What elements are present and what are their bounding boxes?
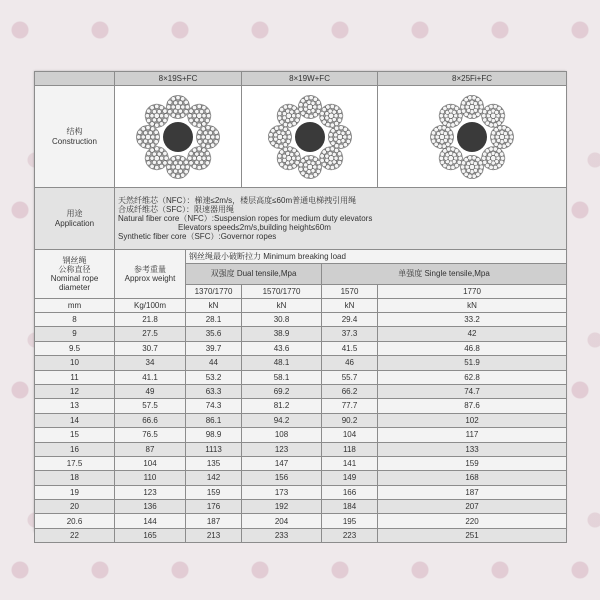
table-row [35, 528, 567, 542]
table-cell: 18 [35, 471, 115, 485]
rope-type-header-row [35, 72, 567, 86]
table-cell: 43.6 [242, 341, 322, 355]
table-cell: 108 [242, 428, 322, 442]
table-cell: 166 [322, 485, 378, 499]
dual-tensile-header: 双强度 Dual tensile,Mpa [186, 264, 322, 285]
table-row [35, 442, 567, 456]
unit-cell: kN [242, 299, 322, 313]
table-cell: 8 [35, 313, 115, 327]
rope-cross-section-3 [378, 86, 567, 188]
data-rows [35, 313, 567, 543]
table-cell: 168 [378, 471, 567, 485]
table-cell: 133 [378, 442, 567, 456]
table-cell: 251 [378, 528, 567, 542]
table-cell: 187 [378, 485, 567, 499]
table-cell: 86.1 [186, 413, 242, 427]
unit-cell: mm [35, 299, 115, 313]
table-cell: 81.2 [242, 399, 322, 413]
table-cell: 9.5 [35, 341, 115, 355]
table-cell: 13 [35, 399, 115, 413]
table-cell: 192 [242, 500, 322, 514]
table-cell: 20 [35, 500, 115, 514]
table-cell: 63.3 [186, 384, 242, 398]
table-cell: 44 [186, 356, 242, 370]
table-cell: 37.3 [322, 327, 378, 341]
table-cell: 165 [115, 528, 186, 542]
table-cell: 144 [115, 514, 186, 528]
mbl-header: 钢丝绳最小破断拉力 Minimum breaking load [186, 250, 567, 264]
application-text: 天然纤维芯（NFC）：梯速≤2m/s，楼层高度≤60m普通电梯拽引用绳 合成纤维芯（SFC）：限速器用绳 Natural fiber core（NFC）:Suspension ropes for medium duty elevators Elevators speed≤2m/s,building height≤60m Synthetic fiber core（SFC）:Governor ropes [115, 188, 567, 250]
table-cell: 21.8 [115, 313, 186, 327]
grade-header: 1570/1770 [242, 285, 322, 299]
rope-cross-section-icon [132, 91, 224, 183]
table-cell: 38.9 [242, 327, 322, 341]
table-cell: 22 [35, 528, 115, 542]
unit-cell: kN [186, 299, 242, 313]
table-cell: 74.7 [378, 384, 567, 398]
table-row [35, 341, 567, 355]
table-cell: 62.8 [378, 370, 567, 384]
table-cell: 195 [322, 514, 378, 528]
table-cell: 41.5 [322, 341, 378, 355]
unit-cell: Kg/100m [115, 299, 186, 313]
table-cell: 29.4 [322, 313, 378, 327]
table-cell: 98.9 [186, 428, 242, 442]
table-cell: 223 [322, 528, 378, 542]
rope-cross-section-icon [426, 91, 518, 183]
table-cell: 87.6 [378, 399, 567, 413]
table-cell: 123 [115, 485, 186, 499]
single-tensile-header: 单强度 Single tensile,Mpa [322, 264, 567, 285]
rope-type-3: 8×25Fi+FC [378, 72, 567, 86]
construction-label: 结构 Construction [35, 86, 115, 188]
table-cell: 104 [115, 456, 186, 470]
table-row [35, 500, 567, 514]
table-cell: 220 [378, 514, 567, 528]
table-row [35, 514, 567, 528]
table-row [35, 456, 567, 470]
table-cell: 66.2 [322, 384, 378, 398]
table-cell: 117 [378, 428, 567, 442]
table-cell: 1113 [186, 442, 242, 456]
table-cell: 42 [378, 327, 567, 341]
table-cell: 49 [115, 384, 186, 398]
table-cell: 55.7 [322, 370, 378, 384]
unit-cell: kN [378, 299, 567, 313]
table-row [35, 413, 567, 427]
table-cell: 16 [35, 442, 115, 456]
table-cell: 30.7 [115, 341, 186, 355]
grade-header: 1770 [378, 285, 567, 299]
table-cell: 17.5 [35, 456, 115, 470]
table-row [35, 471, 567, 485]
table-cell: 77.7 [322, 399, 378, 413]
table-cell: 51.9 [378, 356, 567, 370]
table-cell: 204 [242, 514, 322, 528]
table-cell: 87 [115, 442, 186, 456]
table-cell: 53.2 [186, 370, 242, 384]
table-cell: 48.1 [242, 356, 322, 370]
table-cell: 14 [35, 413, 115, 427]
table-row [35, 384, 567, 398]
table-cell: 159 [378, 456, 567, 470]
rope-cross-section-icon [264, 91, 356, 183]
table-cell: 66.6 [115, 413, 186, 427]
table-cell: 76.5 [115, 428, 186, 442]
table-cell: 15 [35, 428, 115, 442]
table-cell: 156 [242, 471, 322, 485]
table-cell: 27.5 [115, 327, 186, 341]
table-row [35, 356, 567, 370]
table-cell: 11 [35, 370, 115, 384]
table-cell: 46.8 [378, 341, 567, 355]
table-cell: 12 [35, 384, 115, 398]
table-cell: 33.2 [378, 313, 567, 327]
weight-header: 参考重量 Approx weight [115, 250, 186, 299]
table-cell: 147 [242, 456, 322, 470]
table-cell: 233 [242, 528, 322, 542]
table-cell: 104 [322, 428, 378, 442]
table-row [35, 399, 567, 413]
table-row [35, 313, 567, 327]
table-row [35, 370, 567, 384]
table-cell: 46 [322, 356, 378, 370]
table-cell: 110 [115, 471, 186, 485]
table-cell: 187 [186, 514, 242, 528]
table-cell: 123 [242, 442, 322, 456]
rope-cross-section-1 [115, 86, 242, 188]
table-cell: 90.2 [322, 413, 378, 427]
rope-type-2: 8×19W+FC [242, 72, 378, 86]
spec-sheet [34, 71, 566, 540]
grade-header: 1570 [322, 285, 378, 299]
table-cell: 58.1 [242, 370, 322, 384]
table-cell: 176 [186, 500, 242, 514]
table-cell: 94.2 [242, 413, 322, 427]
table-cell: 9 [35, 327, 115, 341]
table-cell: 207 [378, 500, 567, 514]
diameter-header: 钢丝绳 公称直径 Nominal rope diameter [35, 250, 115, 299]
table-cell: 102 [378, 413, 567, 427]
table-cell: 19 [35, 485, 115, 499]
table-cell: 118 [322, 442, 378, 456]
table-cell: 20.6 [35, 514, 115, 528]
table-cell: 141 [322, 456, 378, 470]
application-label: 用途 Application [35, 188, 115, 250]
table-cell: 173 [242, 485, 322, 499]
construction-row [35, 86, 567, 188]
table-cell: 74.3 [186, 399, 242, 413]
unit-cell: kN [322, 299, 378, 313]
table-cell: 213 [186, 528, 242, 542]
wire-rope-spec-table [34, 71, 567, 543]
table-cell: 159 [186, 485, 242, 499]
table-cell: 39.7 [186, 341, 242, 355]
table-cell: 69.2 [242, 384, 322, 398]
units-row [35, 299, 567, 313]
grade-header: 1370/1770 [186, 285, 242, 299]
table-cell: 142 [186, 471, 242, 485]
table-row [35, 327, 567, 341]
table-row [35, 428, 567, 442]
table-cell: 28.1 [186, 313, 242, 327]
application-row [35, 188, 567, 250]
table-row [35, 485, 567, 499]
table-cell: 30.8 [242, 313, 322, 327]
rope-type-1: 8×19S+FC [115, 72, 242, 86]
table-cell: 41.1 [115, 370, 186, 384]
table-cell: 10 [35, 356, 115, 370]
rope-cross-section-2 [242, 86, 378, 188]
table-cell: 184 [322, 500, 378, 514]
table-cell: 136 [115, 500, 186, 514]
table-cell: 35.6 [186, 327, 242, 341]
mbl-header-row [35, 250, 567, 264]
table-cell: 57.5 [115, 399, 186, 413]
table-cell: 149 [322, 471, 378, 485]
table-cell: 34 [115, 356, 186, 370]
table-cell: 135 [186, 456, 242, 470]
